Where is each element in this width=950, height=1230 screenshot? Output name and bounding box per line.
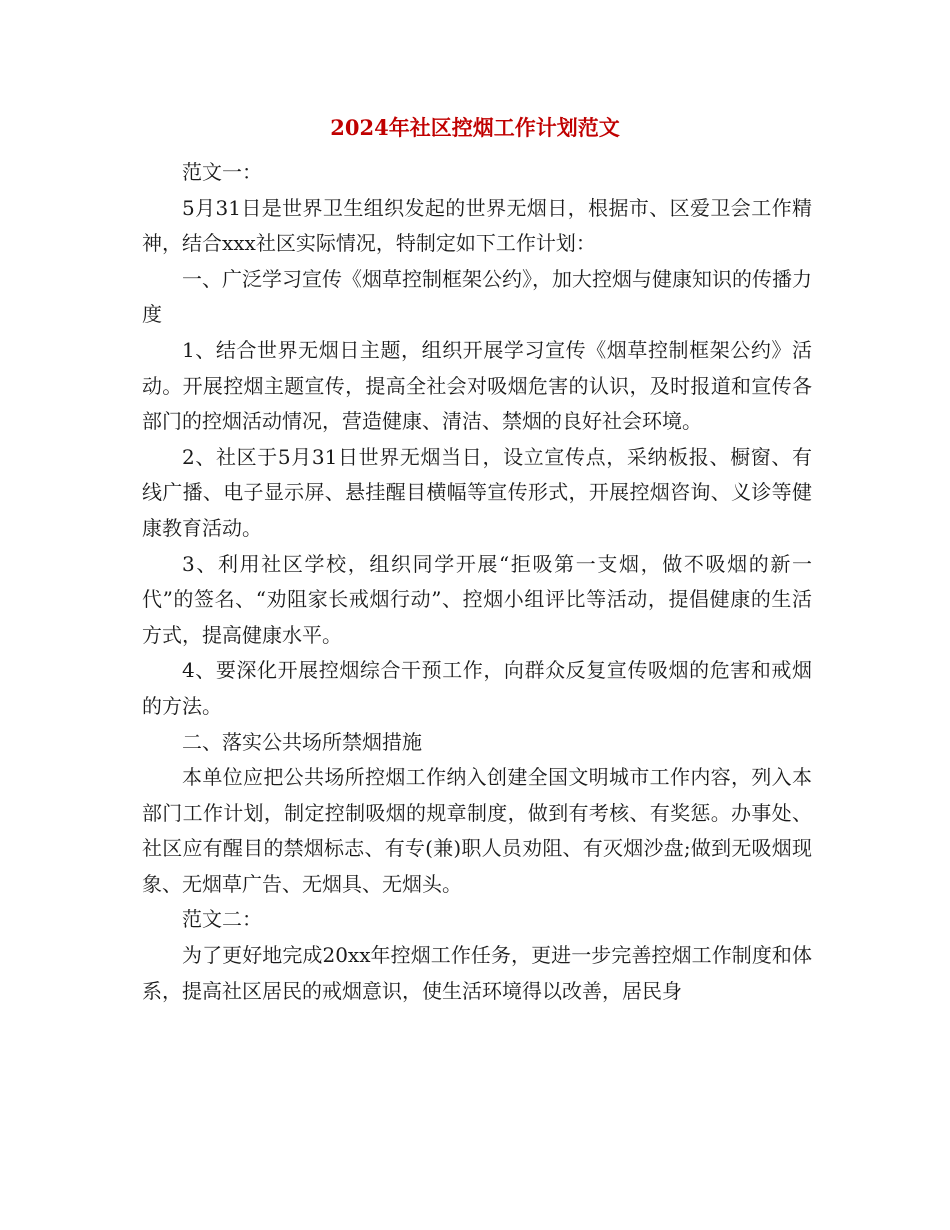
paragraph: 5月31日是世界卫生组织发起的世界无烟日，根据市、区爱卫会工作精神，结合xxx社区实际情况，特制定如下工作计划： <box>142 195 812 256</box>
section-heading: 一、广泛学习宣传《烟草控制框架公约》，加大控烟与健康知识的传播力度 <box>142 266 812 327</box>
paragraph-intro-label-1: 范文一： <box>182 160 262 184</box>
paragraph-intro-label-2: 范文二： <box>182 907 262 932</box>
document-title: 2024年社区控烟工作计划范文 <box>330 115 620 140</box>
paragraph: 4、要深化开展控烟综合干预工作，向群众反复宣传吸烟的危害和戒烟的方法。 <box>142 658 812 718</box>
paragraph: 为了更好地完成20xx年控烟工作任务，更进一步完善控烟工作制度和体系，提高社区居民的戒烟意识，使生活环境得以改善，居民身 <box>142 943 812 1003</box>
paragraph: 3、利用社区学校，组织同学开展“拒吸第一支烟，做不吸烟的新一代”的签名、“劝阻家长戒烟行动”、控烟小组评比等活动，提倡健康的生活方式，提高健康水平。 <box>142 551 812 647</box>
paragraph: 2、社区于5月31日世界无烟当日，设立宣传点，采纳板报、橱窗、有线广播、电子显示屏、悬挂醒目横幅等宣传形式，开展控烟咨询、义诊等健康教育活动。 <box>142 444 812 540</box>
paragraph: 本单位应把公共场所控烟工作纳入创建全国文明城市工作内容，列入本部门工作计划，制定控制吸烟的规章制度，做到有考核、有奖惩。办事处、社区应有醒目的禁烟标志、有专(兼)职人员劝阻、有灭烟沙盘;做到无吸烟现象、无烟草广告、无烟具、无烟头。 <box>142 765 812 896</box>
document-body <box>142 155 812 1009</box>
section-heading: 二、落实公共场所禁烟措施 <box>182 729 422 754</box>
paragraph: 1、结合世界无烟日主题，组织开展学习宣传《烟草控制框架公约》活动。开展控烟主题宣传，提高全社会对吸烟危害的认识，及时报道和宣传各部门的控烟活动情况，营造健康、清洁、禁烟的良好社会环境。 <box>142 337 812 434</box>
